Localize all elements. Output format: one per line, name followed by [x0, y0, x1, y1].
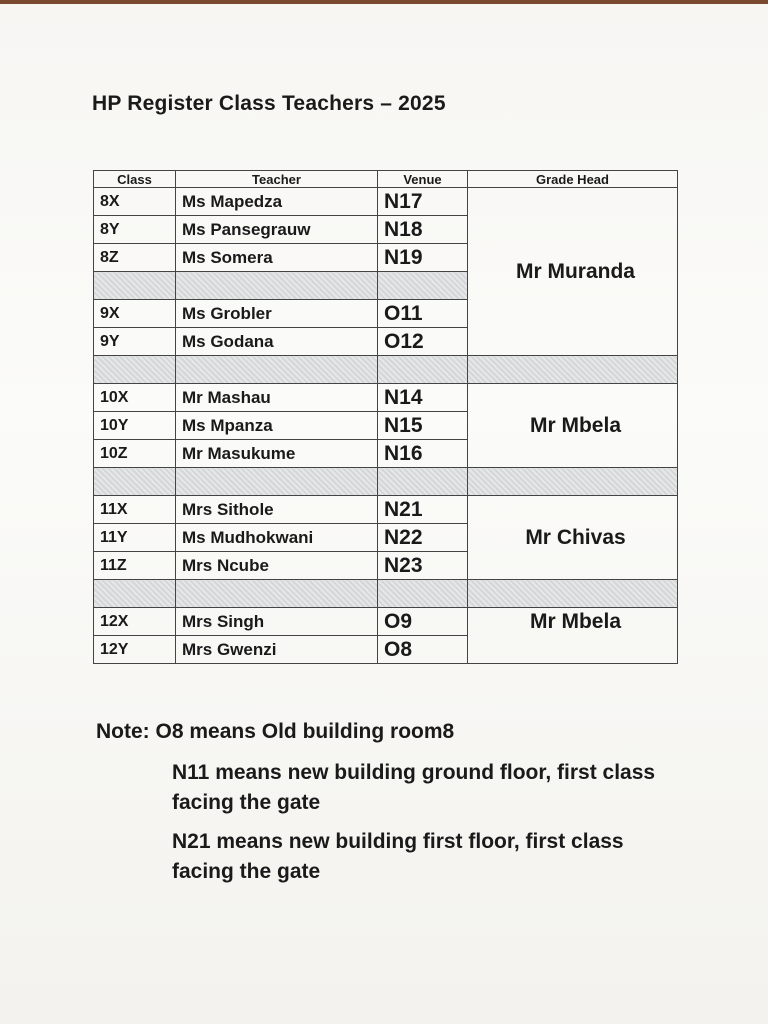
teacher-cell: Mr Masukume — [176, 440, 378, 468]
separator-row — [94, 356, 678, 384]
note-text-first-floor: N21 means new building first floor, first class facing the gate — [172, 830, 624, 883]
header-venue: Venue — [378, 171, 468, 188]
grade-head-cell: Mr Muranda — [468, 188, 678, 356]
venue-cell: N16 — [378, 440, 468, 468]
teacher-cell: Ms Grobler — [176, 300, 378, 328]
venue-cell: O11 — [378, 300, 468, 328]
venue-cell: N21 — [378, 496, 468, 524]
header-class: Class — [94, 171, 176, 188]
class-cell: 12X — [94, 608, 176, 636]
class-cell: 12Y — [94, 636, 176, 664]
table-row — [94, 384, 678, 412]
teacher-cell: Ms Godana — [176, 328, 378, 356]
header-grade-head: Grade Head — [468, 171, 678, 188]
table-row — [94, 608, 678, 636]
note-text-old-building: O8 means Old building room8 — [155, 720, 455, 743]
venue-cell: N17 — [378, 188, 468, 216]
class-cell: 11Y — [94, 524, 176, 552]
grade-head-cell: Mr Mbela — [468, 608, 678, 664]
table-header-row — [94, 171, 678, 188]
teacher-cell: Mr Mashau — [176, 384, 378, 412]
venue-cell: O8 — [378, 636, 468, 664]
venue-cell: N22 — [378, 524, 468, 552]
venue-cell: O12 — [378, 328, 468, 356]
table-row — [94, 188, 678, 216]
class-cell: 11X — [94, 496, 176, 524]
class-cell: 10Z — [94, 440, 176, 468]
teacher-cell: Mrs Ncube — [176, 552, 378, 580]
teacher-cell: Mrs Gwenzi — [176, 636, 378, 664]
venue-cell: N14 — [378, 384, 468, 412]
class-cell: 10X — [94, 384, 176, 412]
class-teacher-table — [93, 170, 678, 664]
note-text-ground-floor: N11 means new building ground floor, first class facing the gate — [172, 761, 656, 814]
venue-cell: N15 — [378, 412, 468, 440]
venue-cell: O9 — [378, 608, 468, 636]
separator-row — [94, 468, 678, 496]
note-line-1 — [96, 716, 454, 747]
grade-head-cell: Mr Mbela — [468, 384, 678, 468]
teacher-cell: Ms Somera — [176, 244, 378, 272]
header-teacher: Teacher — [176, 171, 378, 188]
teacher-cell: Mrs Sithole — [176, 496, 378, 524]
class-cell: 11Z — [94, 552, 176, 580]
class-cell: 8Y — [94, 216, 176, 244]
teacher-cell: Ms Mapedza — [176, 188, 378, 216]
venue-cell: N18 — [378, 216, 468, 244]
teacher-cell: Ms Pansegrauw — [176, 216, 378, 244]
teacher-cell: Ms Mudhokwani — [176, 524, 378, 552]
separator-row — [94, 580, 678, 608]
document-page — [0, 4, 768, 1024]
table-row — [94, 496, 678, 524]
venue-cell: N23 — [378, 552, 468, 580]
class-cell: 8X — [94, 188, 176, 216]
grade-head-cell: Mr Chivas — [468, 496, 678, 580]
class-cell: 9Y — [94, 328, 176, 356]
class-cell: 8Z — [94, 244, 176, 272]
page-title: HP Register Class Teachers – 2025 — [92, 92, 446, 115]
teacher-cell: Ms Mpanza — [176, 412, 378, 440]
venue-cell: N19 — [378, 244, 468, 272]
teacher-cell: Mrs Singh — [176, 608, 378, 636]
class-cell: 9X — [94, 300, 176, 328]
note-label: Note: — [96, 720, 150, 743]
class-cell: 10Y — [94, 412, 176, 440]
